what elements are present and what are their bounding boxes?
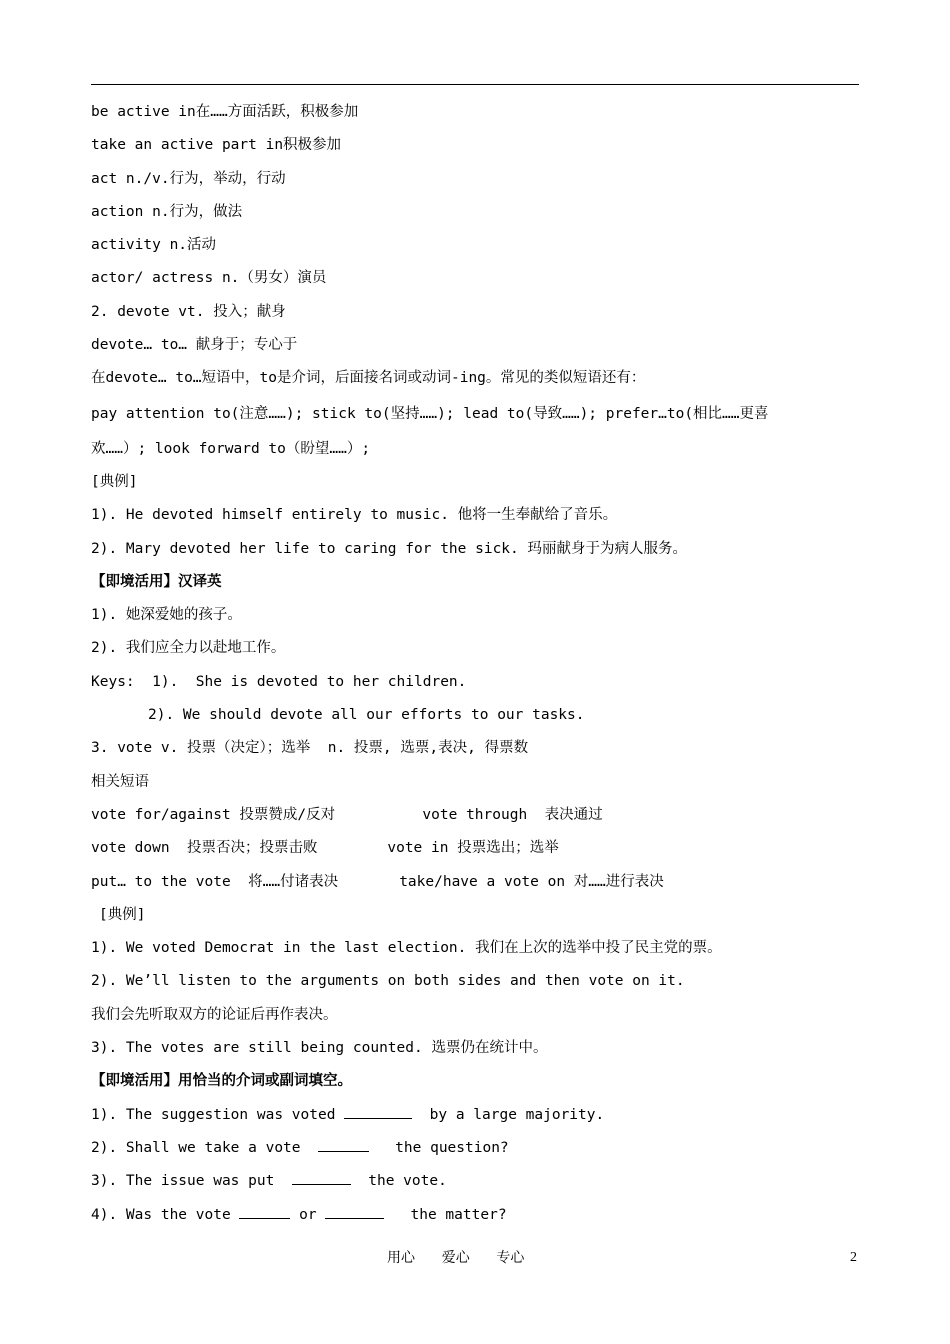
text-line: take an active part in积极参加	[91, 137, 342, 154]
answer-key: 2). We should devote all our efforts to our tasks.	[148, 707, 585, 724]
section-heading: 3. vote v. 投票（决定）；选举 n. 投票, 选票,表决, 得票数	[91, 740, 529, 757]
exercise-heading: 【即境活用】用恰当的介词或副词填空。	[91, 1073, 352, 1090]
fill-blank[interactable]	[318, 1138, 369, 1152]
fill-blank-text: 3). The issue was put	[91, 1173, 292, 1190]
text-line: 在devote… to…短语中，to是介词，后面接名词或动词-ing。常见的类似短语还有：	[91, 370, 646, 387]
example-sentence: 2). We’ll listen to the arguments on both sides and then vote on it.	[91, 973, 685, 990]
fill-blank-text: the vote.	[350, 1173, 447, 1190]
fill-blank-text: or	[290, 1206, 326, 1223]
fill-blank-text: 2). Shall we take a vote	[91, 1139, 318, 1156]
fill-blank[interactable]	[344, 1105, 412, 1119]
fill-blank-item	[91, 1132, 861, 1165]
text-line: pay attention to(注意……); stick to(坚持……); lead to(导致……); prefer…to(相比……更喜	[91, 405, 769, 422]
text-line: devote… to… 献身于；专心于	[91, 337, 298, 354]
phrase-line: vote for/against 投票赞成/反对 vote through 表决通过	[91, 806, 603, 823]
fill-blank-text: the question?	[368, 1139, 509, 1156]
example-sentence: 2). Mary devoted her life to caring for the sick. 玛丽献身于为病人服务。	[91, 540, 687, 557]
fill-blank-text: 1). The suggestion was voted	[91, 1106, 345, 1123]
example-sentence: 3). The votes are still being counted. 选票仍在统计中。	[91, 1040, 548, 1057]
fill-blank-item	[91, 1165, 861, 1198]
phrase-heading: 相关短语	[91, 773, 149, 790]
text-line: actor/ actress n.（男女）演员	[91, 270, 327, 287]
answer-key: Keys: 1). She is devoted to her children.	[91, 673, 467, 690]
example-label: [典例]	[91, 473, 138, 490]
fill-blank[interactable]	[239, 1205, 290, 1219]
page-footer	[0, 1248, 950, 1268]
fill-blank-text: by a large majority.	[412, 1106, 605, 1123]
fill-blank-item	[91, 1199, 861, 1232]
example-translation: 我们会先听取双方的论证后再作表决。	[91, 1006, 338, 1023]
text-line: action n.行为，做法	[91, 203, 243, 220]
section-heading: 2. devote vt. 投入；献身	[91, 303, 286, 320]
fill-blank-item	[91, 1099, 861, 1132]
exercise-item: 1). 她深爱她的孩子。	[91, 607, 242, 624]
fill-blank-text: 4). Was the vote	[91, 1206, 240, 1223]
fill-blank[interactable]	[292, 1171, 351, 1185]
document-body	[91, 96, 861, 1232]
header-rule	[91, 84, 859, 85]
phrase-line: put… to the vote 将……付诸表决 take/have a vote on 对……进行表决	[91, 873, 664, 890]
fill-blank-text: the matter?	[384, 1206, 507, 1223]
text-line: 欢……）; look forward to（盼望……）;	[91, 440, 371, 457]
phrase-line: vote down 投票否决；投票击败 vote in 投票选出；选举	[91, 840, 559, 857]
footer-motto: 用心 爱心 专心	[387, 1250, 525, 1266]
example-sentence: 1). We voted Democrat in the last election. 我们在上次的选举中投了民主党的票。	[91, 940, 722, 957]
text-line: activity n.活动	[91, 237, 217, 254]
exercise-heading: 【即境活用】汉译英	[91, 573, 222, 590]
text-line: act n./v.行为，举动，行动	[91, 170, 286, 187]
page-number: 2	[850, 1250, 857, 1265]
exercise-item: 2). 我们应全力以赴地工作。	[91, 640, 286, 657]
text-line: be active in在……方面活跃，积极参加	[91, 104, 359, 120]
example-sentence: 1). He devoted himself entirely to music. 他将一生奉献给了音乐。	[91, 507, 618, 524]
example-label: [典例]	[99, 906, 146, 923]
fill-blank[interactable]	[325, 1205, 384, 1219]
